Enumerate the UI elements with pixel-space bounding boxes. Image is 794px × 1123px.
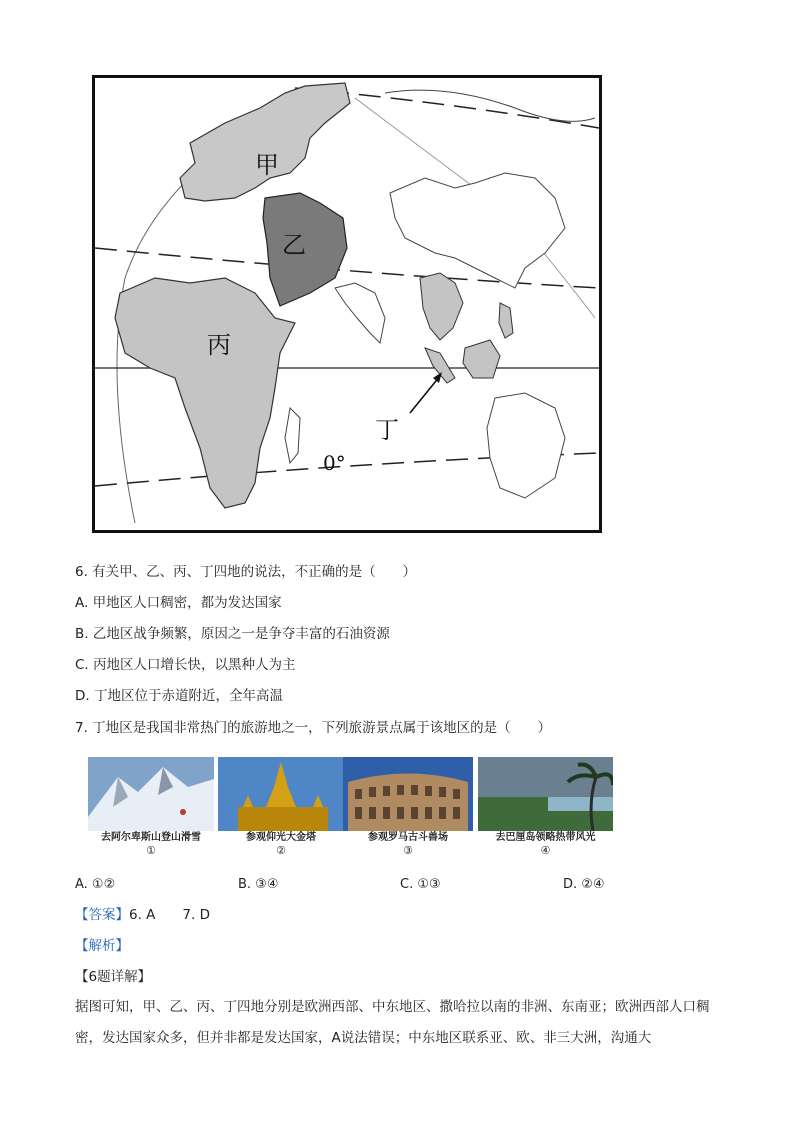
region-ding-indochina	[420, 273, 463, 340]
q7-photo-row	[88, 757, 613, 857]
region-ding-borneo	[463, 340, 500, 378]
photo-3-number: ③	[403, 844, 413, 857]
region-map-drawing	[95, 78, 599, 530]
q6-option-c: C. 丙地区人口增长快，以黑种人为主	[75, 657, 296, 673]
south-asia-outline	[335, 283, 385, 343]
region-ding-philippines	[499, 303, 513, 338]
region-jia-west-europe	[180, 83, 350, 201]
label-zero-degree: 0°	[323, 451, 346, 475]
ski-mountain-photo	[88, 757, 214, 831]
q7-option-b: B. ③④	[238, 877, 279, 892]
q7-option-c: C. ①③	[400, 877, 441, 892]
ding-arrow-head	[433, 372, 442, 383]
q7-options	[75, 877, 695, 895]
photo-1-caption-text: 去阿尔卑斯山登山滑雪	[101, 832, 201, 843]
colosseum-photo	[343, 757, 473, 831]
q7-option-d: D. ②④	[563, 877, 605, 892]
ding-arrow-line	[410, 376, 440, 413]
label-bing: 丙	[207, 331, 231, 359]
region-map	[92, 75, 602, 533]
q6-stem: 6. 有关甲、乙、丙、丁四地的说法，不正确的是（ ）	[75, 564, 417, 580]
photo-1-number: ①	[146, 844, 156, 857]
golden-pagoda-photo	[218, 757, 344, 831]
photo-4-caption-text: 去巴厘岛领略热带风光	[495, 832, 596, 843]
photo-4-number: ④	[540, 844, 551, 857]
q6-option-a: A. 甲地区人口稠密，都为发达国家	[75, 595, 282, 611]
madagascar-outline	[285, 408, 300, 463]
q6-option-d: D. 丁地区位于赤道附近，全年高温	[75, 688, 283, 704]
tropical-beach-photo	[478, 757, 613, 831]
photo-3-caption-text: 参观罗马古斗兽场	[368, 832, 448, 843]
analysis-tag: 【解析】	[75, 938, 129, 954]
answer-tag: 【答案】	[75, 907, 129, 923]
photo-1-caption	[88, 831, 214, 857]
detail6-paragraph: 据图可知，甲、乙、丙、丁四地分别是欧洲西部、中东地区、撒哈拉以南的非洲、东南亚；欧洲西部人口稠密，发达国家众多，但并非都是发达国家，A说法错误；中东地区联系亚、欧、非三大洲，沟通大	[75, 999, 710, 1046]
australia-outline	[487, 393, 565, 498]
photo-2-number: ②	[276, 844, 286, 857]
detail6-heading: 【6题详解】	[75, 969, 152, 985]
label-ding: 丁	[375, 416, 399, 444]
northern-coast-outline	[385, 90, 595, 121]
answer-line	[75, 906, 210, 924]
photo-3-caption	[343, 831, 473, 857]
photo-2-caption-text: 参观仰光大金塔	[246, 832, 316, 843]
photo-2-caption	[218, 831, 344, 857]
q6-option-b: B. 乙地区战争频繁，原因之一是争夺丰富的石油资源	[75, 626, 390, 642]
q7-stem: 7. 丁地区是我国非常热门的旅游地之一，下列旅游景点属于该地区的是（ ）	[75, 720, 552, 736]
china-outline	[390, 173, 565, 288]
label-yi: 乙	[282, 231, 306, 259]
label-jia: 甲	[255, 151, 279, 179]
photo-4-caption	[478, 831, 613, 857]
region-bing-subsaharan-africa	[115, 278, 295, 508]
analysis-line	[75, 937, 129, 955]
answer-text: 6. A 7. D	[129, 907, 210, 923]
q7-option-a: A. ①②	[75, 877, 116, 892]
